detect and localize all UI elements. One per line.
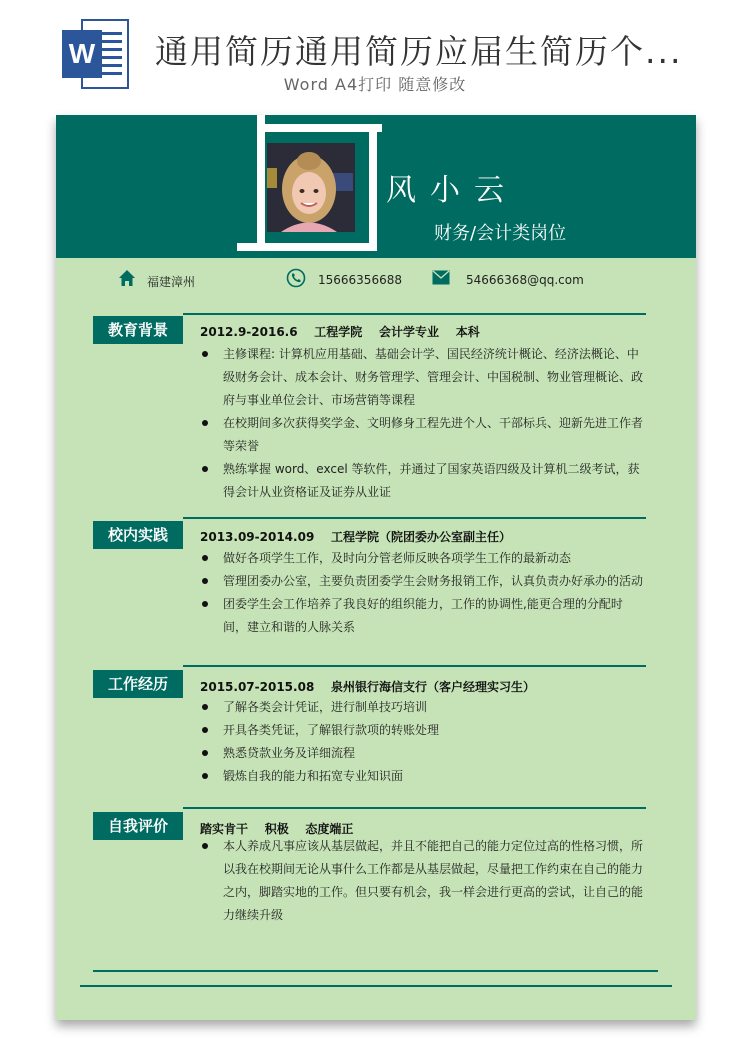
candidate-name: 风小云 [386,173,518,208]
photo-frame-decoration [257,124,382,132]
list-item: 开具各类凭证，了解银行款项的转账处理 [201,719,646,742]
contact-email: 54666368@qq.com [466,273,584,287]
phone-icon [286,268,306,288]
section-label-self-evaluation: 自我评价 [93,812,183,840]
list-item: 锻炼自我的能力和拓宽专业知识面 [201,765,646,788]
section-label-education: 教育背景 [93,316,183,344]
list-item: 了解各类会计凭证，进行制单技巧培训 [201,696,646,719]
section-divider [183,313,646,315]
list-item: 管理团委办公室，主要负责团委学生会财务报销工作，认真负责办好承办的活动 [201,570,646,593]
footer-divider [93,970,658,972]
document-subtitle: Word A4打印 随意修改 [283,75,467,94]
resume-header [56,115,696,258]
section-label-campus-practice: 校内实践 [93,521,183,549]
section-divider [183,517,646,519]
contact-location: 福建漳州 [147,275,196,289]
list-item: 在校期间多次获得奖学金、文明修身工程先进个人、干部标兵、迎新先进工作者等荣誉 [201,412,646,458]
footer-divider [80,985,672,987]
top-banner [0,0,750,100]
self-evaluation-list [201,835,646,927]
campus-practice-list [201,547,646,639]
home-icon [118,269,136,287]
work-experience-heading: 2015.07-2015.08 泉州银行海信支行（客户经理实习生） [200,680,536,694]
list-item: 团委学生会工作培养了我良好的组织能力，工作的协调性,能更合理的分配时间，建立和谐的人脉关系 [201,593,646,639]
list-item: 主修课程: 计算机应用基础、基础会计学、国民经济统计概论、经济法概论、中级财务会计、成本会计、财务管理学、管理会计、中国税制、物业管理概论、政府与事业单位会计、市场营销等课程 [201,343,646,412]
campus-practice-heading: 2013.09-2014.09 工程学院（院团委办公室副主任） [200,530,512,544]
education-heading: 2012.9-2016.6 工程学院 会计学专业 本科 [200,325,480,339]
work-experience-list [201,696,646,788]
self-evaluation-heading: 踏实肯干 积极 态度端正 [200,822,354,836]
section-divider [183,665,646,667]
photo-frame-decoration [369,124,377,251]
word-icon-letter: W [68,38,96,69]
target-position: 财务/会计类岗位 [434,223,567,244]
section-label-work-experience: 工作经历 [93,670,183,698]
list-item: 做好各项学生工作，及时向分管老师反映各项学生工作的最新动态 [201,547,646,570]
section-divider [183,807,646,809]
document-title: 通用简历通用简历应届生简历个... [155,32,683,71]
photo-frame-decoration [257,115,265,251]
resume-page [56,115,696,1020]
profile-photo [267,143,355,232]
list-item: 熟悉贷款业务及详细流程 [201,742,646,765]
list-item: 熟练掌握 word、excel 等软件，并通过了国家英语四级及计算机二级考试，获得会计从业资格证及证券从业证 [201,458,646,504]
list-item: 本人养成凡事应该从基层做起，并且不能把自己的能力定位过高的性格习惯，所以我在校期间无论从事什么工作都是从基层做起，尽量把工作约束在自己的能力之内，脚踏实地的工作。但只要有机会，我一样会进行更高的尝试，让自己的能力继续升级 [201,835,646,927]
email-icon [432,270,450,285]
contact-phone: 15666356688 [318,273,402,287]
education-list [201,343,646,504]
photo-frame-decoration [237,243,377,251]
